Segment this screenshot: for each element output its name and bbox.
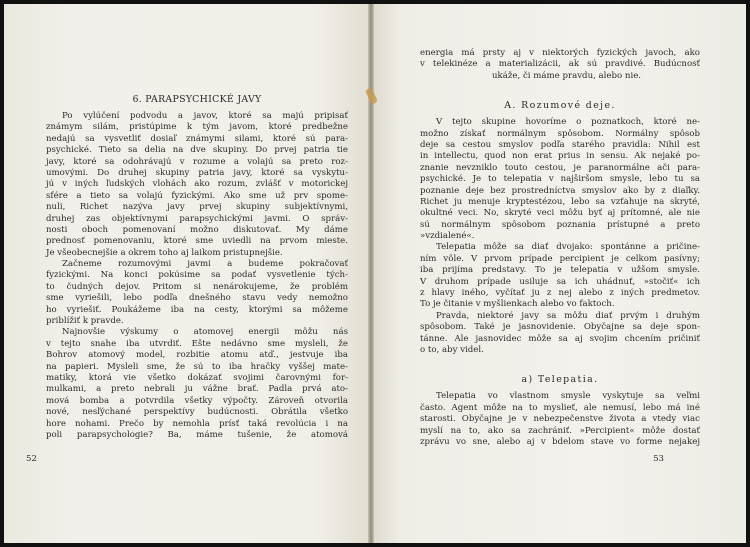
text-line: z hlavy iného, vyčítať ju z nej alebo z iných predmetov. xyxy=(420,288,700,299)
text-line: Najnovšie výskumy o atomovej energii môžu nás xyxy=(62,327,348,338)
text-line: zprávu vo sne, alebo aj v bdelom stave vo forme nejakej xyxy=(420,436,700,447)
text-line: starosti. Obyčajne je v nebezpečenstve života a vtedy viac xyxy=(420,414,700,425)
text-line: umovými. Do druhej skupiny patria javy, ktoré sa vyskytu- xyxy=(46,167,348,178)
text-line: znanie nevzniklo touto cestou, je paranormálne ači para- xyxy=(420,162,700,173)
text-line: V tejto skupine hovoríme o poznatkoch, ktoré ne- xyxy=(436,117,700,128)
text-line: druhej zas objektívnymi parapsychickými javmi. O správ- xyxy=(46,213,348,224)
text-line: možno získať normálnym spôsobom. Normálny spôsob xyxy=(420,128,700,139)
text-line: jú v iných ľudských vlohách ako rozum, zvlášť v motorickej xyxy=(46,179,348,190)
text-line: To je čitanie v myšlienkach alebo vo faktoch. xyxy=(420,299,615,310)
text-line: in intellectu, quod non erat prius in sensu. Ak nejaké po- xyxy=(420,151,700,162)
text-line: poli parapsychologie? Ba, máme tušenie, že atomová xyxy=(46,429,348,440)
right-page-text-top xyxy=(420,48,700,82)
text-line: fyzickými. Na konci pokúsime sa podať vysvetlenie tých- xyxy=(46,270,348,281)
page-number-right: 53 xyxy=(653,454,664,464)
text-line: prednosť pomenovaniu, ktoré sme uviedli na prvom mieste. xyxy=(46,236,348,247)
text-line: javy, ktoré sa odohrávajú v rozume a volajú sa preto roz- xyxy=(46,156,348,167)
text-line: psychické. Je to telepatia v najširšom smysle, lebo tu sa xyxy=(420,174,700,185)
text-line: nedajú sa vysvetliť dosiaľ známymi silami, ktoré sú para- xyxy=(46,133,348,144)
page-number-left: 52 xyxy=(26,454,37,464)
text-line: Telepatia môže sa diať dvojako: spontánne a pričine- xyxy=(436,242,700,253)
text-line: okultné veci. No, skryté veci môžu byť aj prítomné, ale nie xyxy=(420,208,700,219)
right-page-text-middle xyxy=(420,117,700,356)
section-heading: A. Rozumové deje. xyxy=(504,100,616,112)
text-line: sfére a tieto sa volajú fyzickými. Ako sme už prv spome- xyxy=(46,190,348,201)
subsection-heading: a) Telepatia. xyxy=(521,374,599,386)
text-line: poznanie deje bez prostredníctva smyslov ako by z diaľky. xyxy=(420,185,700,196)
text-line: nuli, Richet nazýva javy prvej skupiny subjektívnymi, xyxy=(46,202,348,213)
text-line: hore nohami. Prečo by nemohla prísť taká revolúcia i na xyxy=(46,418,348,429)
right-page xyxy=(370,4,746,543)
text-line: nosti oboch pomenovaní možno diskutovať. My dáme xyxy=(46,224,348,235)
chapter-heading: 6. PARAPSYCHICKÉ JAVY xyxy=(132,94,262,105)
text-line: matiky, ktorá vie všetko dokázať svojimi čarovnými for- xyxy=(46,372,348,383)
text-line: Začneme rozumovými javmi a budeme pokračovať xyxy=(62,259,348,270)
text-line: tánne. Ale jasnovidec môže sa aj svojim chcením pričiniť xyxy=(420,333,700,344)
text-line: v tejto snahe iba utvrdiť. Ešte nedávno sme mysleli, že xyxy=(46,338,348,349)
text-line: ním vôle. V prvom prípade percipient je celkom pasívny; xyxy=(420,253,700,264)
book-spread xyxy=(4,4,746,543)
text-line: sú normálnym spôsobom poznania prístupné a preto xyxy=(420,219,700,230)
text-line: často. Agent môže na to myslieť, ale nemusí, lebo má iné xyxy=(420,402,700,413)
text-line: deje sa cestou smyslov podľa starého pravidla: Nihil est xyxy=(420,139,700,150)
text-line: priblížiť k pravde. xyxy=(46,316,124,327)
text-line: mulkami, a preto nebrali ju vážne brať. Padla prvá ato- xyxy=(46,384,348,395)
text-line: psychické. Tieto sa delia na dve skupiny. Do prvej patria tie xyxy=(46,145,348,156)
text-line: o to, aby videl. xyxy=(420,344,484,355)
book-gutter xyxy=(368,4,374,543)
right-page-text-bottom xyxy=(420,391,700,448)
left-page-text xyxy=(46,111,348,441)
text-line: V druhom prípade usiluje sa ich uhádnuť, »stočiť« ich xyxy=(420,276,700,287)
text-line: myslí na to, ako sa zachrániť. »Percipient« môže dostať xyxy=(420,425,700,436)
text-line: Je všeobecnejšie a okrem toho aj laikom pristupnejšie. xyxy=(46,247,283,258)
text-line: iba prijíma predstavy. To je telepatia v užšom smysle. xyxy=(420,265,700,276)
text-line: »vzdialené«. xyxy=(420,231,475,242)
text-line: nové, nesľýchané perspektívy budúcnosti. Obrátila všetko xyxy=(46,407,348,418)
text-line: Bohrov atomový model, rozbitie atomu atď., jestvuje iba xyxy=(46,350,348,361)
text-line: na papieri. Mysleli sme, že sú to iba hračky vyššej mate- xyxy=(46,361,348,372)
text-line: v telekinéze a materializácii, ak sú pravdivé. Budúcnosť xyxy=(420,59,700,70)
text-line: Richet ju menuje kryptestézou, lebo sa vzťahuje na skryté, xyxy=(420,196,700,207)
text-line: spôsobom. Také je jasnovidenie. Obyčajne sa deje spon- xyxy=(420,322,700,333)
text-line: to čudných dejov. Pritom si nenárokujeme, že problém xyxy=(46,281,348,292)
left-page xyxy=(4,4,370,543)
text-line: mová bomba a potvrdila všetky výpočty. Zároveň otvorila xyxy=(46,395,348,406)
text-line: sme vyriešili, lebo podľa dnešného stavu vedy nemožno xyxy=(46,293,348,304)
text-line: ho vyriešiť. Poukážeme iba na cesty, ktorými sa môžeme xyxy=(46,304,348,315)
text-line: ukáže, či máme pravdu, alebo nie. xyxy=(492,70,642,81)
text-line: známym silám, pristúpime k tým javom, ktoré predbežne xyxy=(46,122,348,133)
text-line: Pravda, niektoré javy sa môžu diať prvým i druhým xyxy=(436,310,700,321)
text-line: Telepatia vo vlastnom smysle vyskytuje sa veľmi xyxy=(436,391,700,402)
text-line: Po vylúčení podvodu a javov, ktoré sa majú pripisať xyxy=(62,111,348,121)
text-line: energia má prsty aj v niektorých fyzických javoch, ako xyxy=(420,48,700,58)
